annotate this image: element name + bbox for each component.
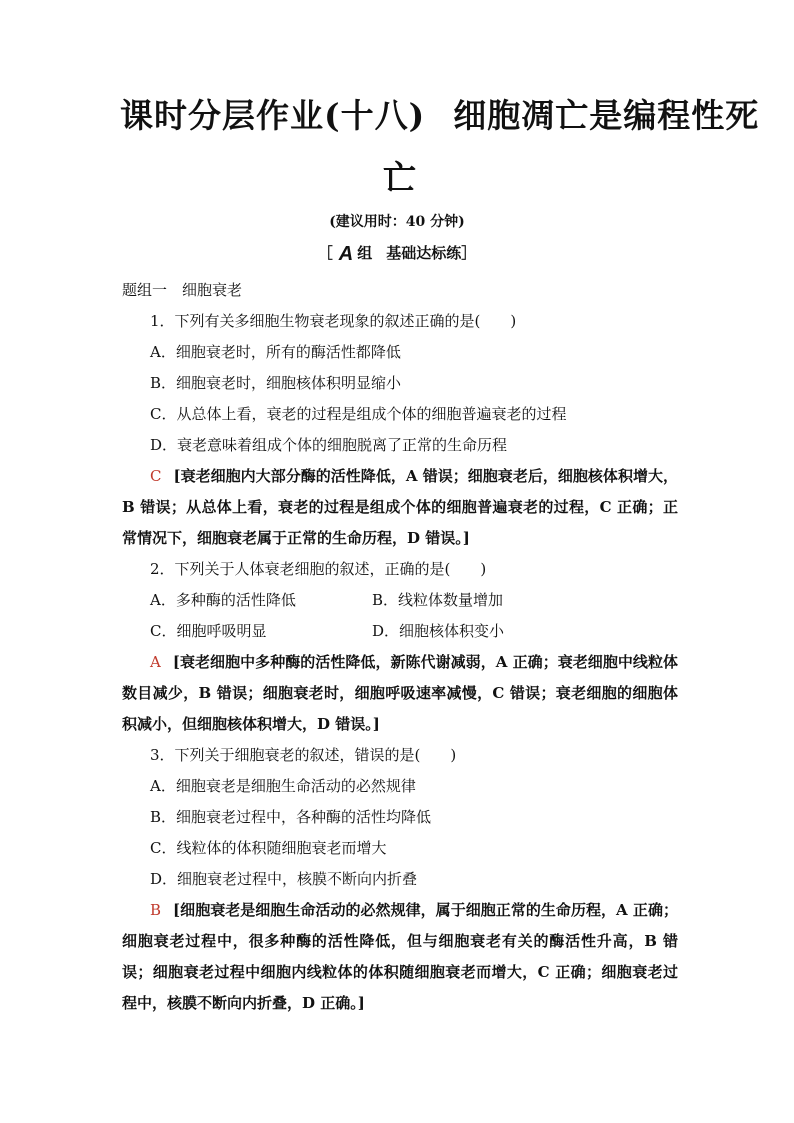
page-title [120, 88, 760, 206]
title-part-2: 细胞凋亡是编程性死 [453, 96, 760, 135]
group-badge-a: A [338, 243, 354, 265]
question-2-option-d: D．细胞核体积变小 [372, 622, 505, 640]
question-2-answer [122, 647, 678, 740]
answer-explanation: [衰老细胞中多种酶的活性降低，新陈代谢减弱，A 正确；衰老细胞中线粒体数目减少，B 错误；细胞衰老时，细胞呼吸速率减慢，C 错误；衰老细胞的细胞体积减小，但细胞核体积增大，D 错误。] [122, 653, 678, 733]
title-part-1: 课时分层作业(十八) [120, 96, 426, 135]
question-3-answer [122, 895, 678, 1019]
question-1-option-d: D．衰老意味着组成个体的细胞脱离了正常的生命历程 [150, 436, 508, 454]
content [122, 275, 678, 1019]
question-1-option-c: C．从总体上看，衰老的过程是组成个体的细胞普遍衰老的过程 [150, 405, 567, 423]
group-name: 基础达标练 [386, 244, 462, 262]
question-3-option-c: C．线粒体的体积随细胞衰老而增大 [150, 839, 387, 857]
answer-letter: B [150, 901, 162, 919]
question-2-option-a: A．多种酶的活性降低 [150, 591, 296, 609]
answer-letter: C [150, 467, 162, 485]
title-part-3: 亡 [383, 158, 417, 197]
answer-explanation: [衰老细胞内大部分酶的活性降低，A 错误；细胞衰老后，细胞核体积增大，B 错误；从总体上看，衰老的过程是组成个体的细胞普遍衰老的过程，C 正确；正常情况下，细胞衰老属于正常的生命历程，D 错误。] [122, 467, 678, 547]
group-label: 组 [357, 244, 373, 262]
time-note: (建议用时：40 分钟) [329, 214, 465, 230]
section-title: 题组一 细胞衰老 [122, 281, 243, 299]
group-tag [0, 242, 794, 266]
question-1-option-a: A．细胞衰老时，所有的酶活性都降低 [150, 343, 401, 361]
question-2-options-row-1 [122, 585, 678, 616]
bracket-close: ］ [461, 244, 477, 262]
question-3-option-a: A．细胞衰老是细胞生命活动的必然规律 [150, 777, 416, 795]
question-1-option-b: B．细胞衰老时，细胞核体积明显缩小 [150, 374, 402, 392]
question-2-stem: 2．下列关于人体衰老细胞的叙述，正确的是( ) [150, 560, 487, 578]
question-3-option-b: B．细胞衰老过程中，各种酶的活性均降低 [150, 808, 432, 826]
question-1-answer [122, 461, 678, 554]
question-1-stem: 1．下列有关多细胞生物衰老现象的叙述正确的是( ) [150, 312, 517, 330]
question-2-option-b: B．线粒体数量增加 [372, 591, 504, 609]
question-3-option-d: D．细胞衰老过程中，核膜不断向内折叠 [150, 870, 418, 888]
answer-letter: A [150, 653, 161, 671]
bracket-open: ［ [317, 244, 333, 262]
question-2-option-c: C．细胞呼吸明显 [150, 622, 267, 640]
answer-explanation: [细胞衰老是细胞生命活动的必然规律，属于细胞正常的生命历程，A 正确；细胞衰老过程中，很多种酶的活性降低，但与细胞衰老有关的酶活性升高，B 错误；细胞衰老过程中细胞内线粒体的体积随细胞衰老而增大，C 正确；细胞衰老过程中，核膜不断向内折叠，D 正确。] [122, 901, 678, 1012]
question-2-options-row-2 [122, 616, 678, 647]
question-3-stem: 3．下列关于细胞衰老的叙述，错误的是( ) [150, 746, 457, 764]
